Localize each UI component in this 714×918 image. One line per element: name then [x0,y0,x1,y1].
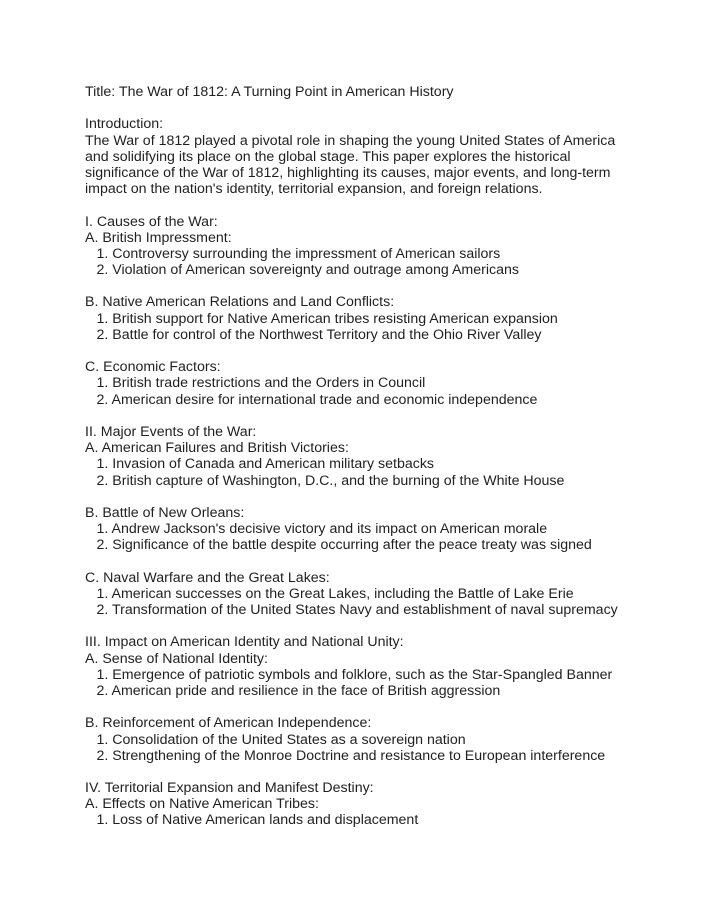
subsection-heading: A. Sense of National Identity: [85,650,268,667]
blank-line [85,197,685,213]
list-item: 2. Battle for control of the Northwest Territory and the Ohio River Valley [96,326,542,343]
section-heading: IV. Territorial Expansion and Manifest Destiny: [85,780,374,797]
list-item: 1. British support for Native American tribes resisting American expansion [96,310,558,327]
blank-line [85,278,685,294]
intro-line: The War of 1812 played a pivotal role in shaping the young United States of America [85,132,616,149]
list-item: 1. Consolidation of the United States as a sovereign nation [96,731,466,748]
section-heading: I. Causes of the War: [85,213,218,230]
blank-line [85,764,685,780]
list-item: 2. American desire for international trade and economic independence [96,391,538,408]
section-heading: III. Impact on American Identity and National Unity: [85,634,404,651]
list-item: 2. Violation of American sovereignty and outrage among Americans [96,262,519,279]
subsection-heading: B. Battle of New Orleans: [85,504,245,521]
blank-line [85,618,685,634]
blank-line [85,553,685,569]
subsection-heading: C. Naval Warfare and the Great Lakes: [85,569,330,586]
list-item: 2. British capture of Washington, D.C., and the burning of the White House [96,472,565,489]
subsection-heading: A. American Failures and British Victories: [85,440,349,457]
intro-paragraph [85,133,685,198]
subsection-heading: B. Native American Relations and Land Conflicts: [85,294,395,311]
blank-line [85,343,685,359]
subsection-heading: B. Reinforcement of American Independence: [85,715,372,732]
subsection-heading: A. Effects on Native American Tribes: [85,796,319,813]
list-item: 2. Transformation of the United States Navy and establishment of naval supremacy [96,602,618,618]
list-item: 1. Emergence of patriotic symbols and folklore, such as the Star-Spangled Banner [96,666,613,683]
intro-line: and solidifying its place on the global stage. This paper explores the historical [85,148,571,165]
intro-heading: Introduction: [85,116,164,133]
intro-line: significance of the War of 1812, highlighting its causes, major events, and long-term [85,164,611,181]
list-item: 1. British trade restrictions and the Orders in Council [96,375,426,392]
document-body [85,84,685,829]
list-item: 1. Andrew Jackson's decisive victory and its impact on American morale [96,521,548,538]
blank-line [85,489,685,505]
list-item: 1. Loss of Native American lands and displacement [96,812,419,829]
intro-line: impact on the nation's identity, territorial expansion, and foreign relations. [85,181,543,198]
document-title: Title: The War of 1812: A Turning Point in American History [85,84,454,100]
blank-line [85,408,685,424]
list-item: 2. American pride and resilience in the face of British aggression [96,682,501,699]
list-item: 2. Strengthening of the Monroe Doctrine and resistance to European interference [96,747,606,764]
list-item: 1. Invasion of Canada and American military setbacks [96,456,435,473]
blank-line [85,699,685,715]
subsection-heading: A. British Impressment: [85,229,232,246]
section-heading: II. Major Events of the War: [85,423,257,440]
list-item: 1. American successes on the Great Lakes, including the Battle of Lake Erie [96,585,574,602]
subsection-heading: C. Economic Factors: [85,359,221,376]
list-item: 1. Controversy surrounding the impressment of American sailors [96,245,501,262]
blank-line [85,100,685,116]
list-item: 2. Significance of the battle despite occurring after the peace treaty was signed [96,537,592,554]
